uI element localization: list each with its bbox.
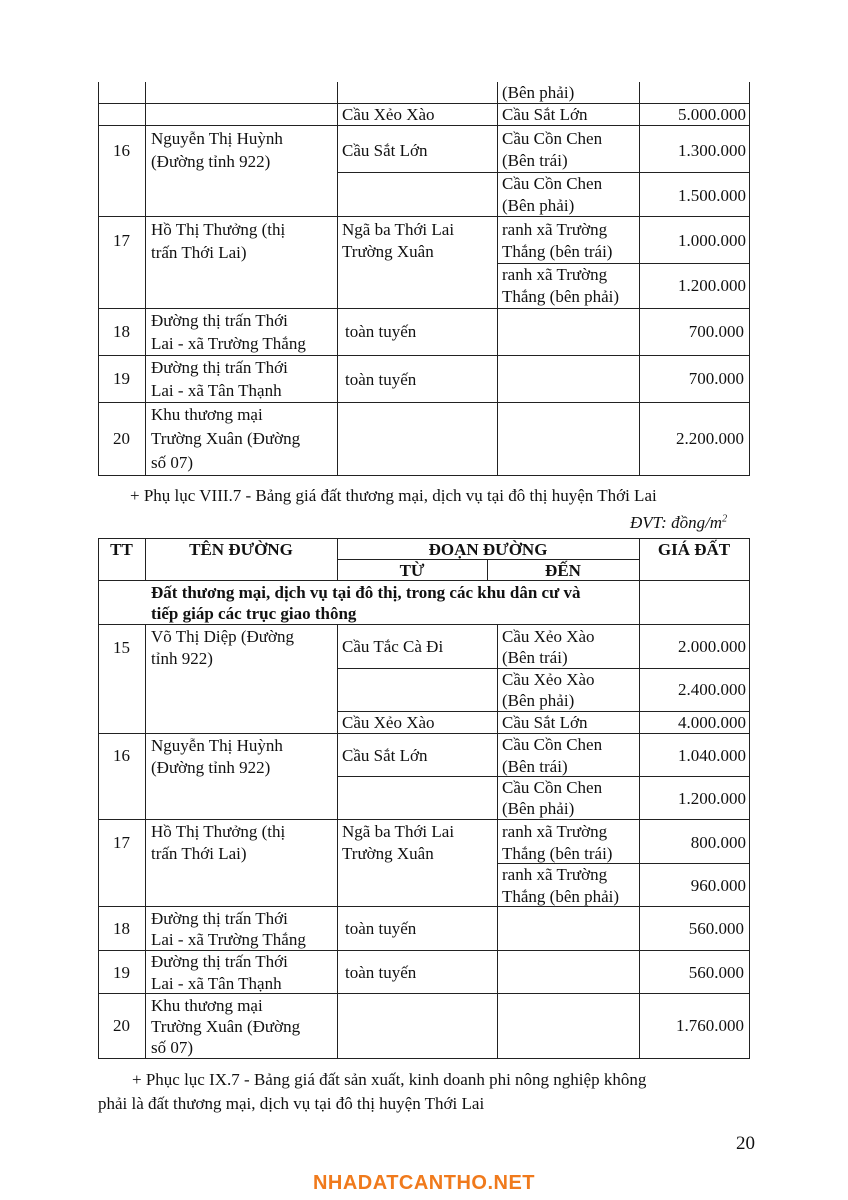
- cell-from: toàn tuyến: [345, 919, 417, 938]
- cell-to: ranh xã Trường: [502, 822, 608, 841]
- cell-road-name: Đường thị trấn Thới: [151, 358, 288, 377]
- cell-price: 560.000: [688, 963, 744, 982]
- cell-to: (Bên phải): [502, 83, 575, 102]
- cell-to: Cầu Cồn Chen: [502, 778, 603, 797]
- cell-from: Ngã ba Thới Lai: [342, 822, 455, 841]
- cell-from: Cầu Xẻo Xào: [342, 713, 435, 732]
- header-price: GIÁ ĐẤT: [657, 540, 731, 559]
- cell-price: 800.000: [690, 833, 746, 852]
- cell-price: 960.000: [690, 876, 746, 895]
- cell-price: 5.000.000: [678, 105, 746, 124]
- cell-road-name: Lai - xã Trường Thắng: [151, 334, 306, 353]
- cell-tt: 20: [113, 1016, 130, 1035]
- cell-to: Thắng (bên phải): [502, 887, 620, 906]
- cell-tt: 20: [113, 429, 130, 448]
- cell-tt: 16: [113, 746, 130, 765]
- cell-road-name: (Đường tỉnh 922): [151, 152, 271, 171]
- cell-tt: 19: [113, 963, 130, 982]
- cell-to: Cầu Xẻo Xào: [502, 670, 595, 689]
- cell-road-name: số 07): [151, 453, 194, 472]
- cell-to: Cầu Cồn Chen: [502, 129, 603, 148]
- cell-price: 560.000: [688, 919, 744, 938]
- cell-to: ranh xã Trường: [502, 220, 608, 239]
- cell-from: Cầu Xẻo Xào: [342, 105, 435, 124]
- cell-price: 1.300.000: [678, 141, 746, 160]
- cell-road-name: Khu thương mại: [151, 996, 263, 1015]
- cell-price: 1.040.000: [678, 746, 746, 765]
- cell-to: (Bên phải): [502, 691, 575, 710]
- cell-to: (Bên trái): [502, 757, 568, 776]
- cell-price: 2.000.000: [678, 637, 746, 656]
- cell-road-name: Lai - xã Trường Thắng: [151, 930, 306, 949]
- cell-to: Cầu Cồn Chen: [502, 174, 603, 193]
- site-watermark: NHADATCANTHO.NET: [312, 1172, 536, 1194]
- cell-to: Cầu Cồn Chen: [502, 735, 603, 754]
- cell-price: 700.000: [688, 322, 744, 341]
- cell-road-name: Trường Xuân (Đường: [151, 1017, 301, 1036]
- cell-price: 1.500.000: [678, 186, 746, 205]
- cell-price: 2.400.000: [678, 680, 746, 699]
- header-segment: ĐOẠN ĐƯỜNG: [428, 540, 548, 559]
- cell-tt: 15: [113, 638, 130, 657]
- cell-from: toàn tuyến: [345, 963, 417, 982]
- cell-tt: 17: [113, 231, 130, 250]
- cell-to: ranh xã Trường: [502, 265, 608, 284]
- cell-to: Thắng (bên phải): [502, 287, 620, 306]
- cell-tt: 18: [113, 322, 130, 341]
- cell-to: Thắng (bên trái): [502, 242, 613, 261]
- appendix-caption: phải là đất thương mại, dịch vụ tại đô thị huyện Thới Lai: [98, 1094, 485, 1113]
- section-heading: Đất thương mại, dịch vụ tại đô thị, trong các khu dân cư và: [151, 583, 581, 602]
- cell-price: 1.000.000: [678, 231, 746, 250]
- cell-road-name: Trường Xuân (Đường: [151, 429, 301, 448]
- cell-road-name: Lai - xã Tân Thạnh: [151, 974, 282, 993]
- cell-from: toàn tuyến: [345, 322, 417, 341]
- unit-label: ĐVT: đồng/$m^2$: [630, 513, 728, 532]
- cell-road-name: trấn Thới Lai): [151, 243, 247, 262]
- cell-road-name: Nguyễn Thị Huỳnh: [151, 736, 283, 755]
- cell-road-name: Đường thị trấn Thới: [151, 952, 288, 971]
- cell-road-name: Võ Thị Diệp (Đường: [151, 627, 295, 646]
- appendix-caption: + Phụ lục VIII.7 - Bảng giá đất thương mại, dịch vụ tại đô thị huyện Thới Lai: [130, 486, 657, 505]
- section-heading: tiếp giáp các trục giao thông: [151, 604, 357, 623]
- cell-to: Cầu Sắt Lớn: [502, 713, 588, 732]
- header-from: TỪ: [399, 561, 425, 580]
- cell-price: 2.200.000: [676, 429, 744, 448]
- cell-to: Cầu Sắt Lớn: [502, 105, 588, 124]
- cell-price: 1.200.000: [678, 276, 746, 295]
- cell-price: 1.760.000: [676, 1016, 744, 1035]
- cell-road-name: Hồ Thị Thưởng (thị: [151, 822, 286, 841]
- appendix-caption: + Phục lục IX.7 - Bảng giá đất sản xuất, kinh doanh phi nông nghiệp không: [132, 1070, 647, 1089]
- cell-from: Ngã ba Thới Lai: [342, 220, 455, 239]
- cell-road-name: Đường thị trấn Thới: [151, 311, 288, 330]
- cell-price: 4.000.000: [678, 713, 746, 732]
- cell-road-name: Khu thương mại: [151, 405, 263, 424]
- page-number: 20: [736, 1133, 755, 1154]
- cell-to: Cầu Xẻo Xào: [502, 627, 595, 646]
- cell-tt: 19: [113, 369, 130, 388]
- cell-road-name: số 07): [151, 1038, 194, 1057]
- cell-tt: 18: [113, 919, 130, 938]
- cell-to: (Bên phải): [502, 196, 575, 215]
- cell-road-name: trấn Thới Lai): [151, 844, 247, 863]
- header-tt: TT: [110, 540, 133, 559]
- header-to: ĐẾN: [545, 561, 581, 580]
- cell-to: (Bên trái): [502, 648, 568, 667]
- cell-from: Trường Xuân: [342, 242, 434, 261]
- cell-to: ranh xã Trường: [502, 865, 608, 884]
- cell-road-name: tỉnh 922): [151, 649, 213, 668]
- cell-from: Cầu Tắc Cà Đi: [342, 637, 444, 656]
- cell-to: Thắng (bên trái): [502, 844, 613, 863]
- cell-from: Cầu Sắt Lớn: [342, 746, 428, 765]
- cell-to: (Bên trái): [502, 151, 568, 170]
- cell-road-name: Nguyễn Thị Huỳnh: [151, 129, 283, 148]
- cell-to: (Bên phải): [502, 799, 575, 818]
- cell-from: toàn tuyến: [345, 370, 417, 389]
- cell-price: 1.200.000: [678, 789, 746, 808]
- cell-from: Cầu Sắt Lớn: [342, 141, 428, 160]
- cell-tt: 17: [113, 833, 130, 852]
- header-road-name: TÊN ĐƯỜNG: [189, 540, 293, 559]
- cell-road-name: Hồ Thị Thưởng (thị: [151, 220, 286, 239]
- cell-road-name: Lai - xã Tân Thạnh: [151, 381, 282, 400]
- cell-tt: 16: [113, 141, 130, 160]
- cell-price: 700.000: [688, 369, 744, 388]
- cell-from: Trường Xuân: [342, 844, 434, 863]
- cell-road-name: (Đường tỉnh 922): [151, 758, 271, 777]
- cell-road-name: Đường thị trấn Thới: [151, 909, 288, 928]
